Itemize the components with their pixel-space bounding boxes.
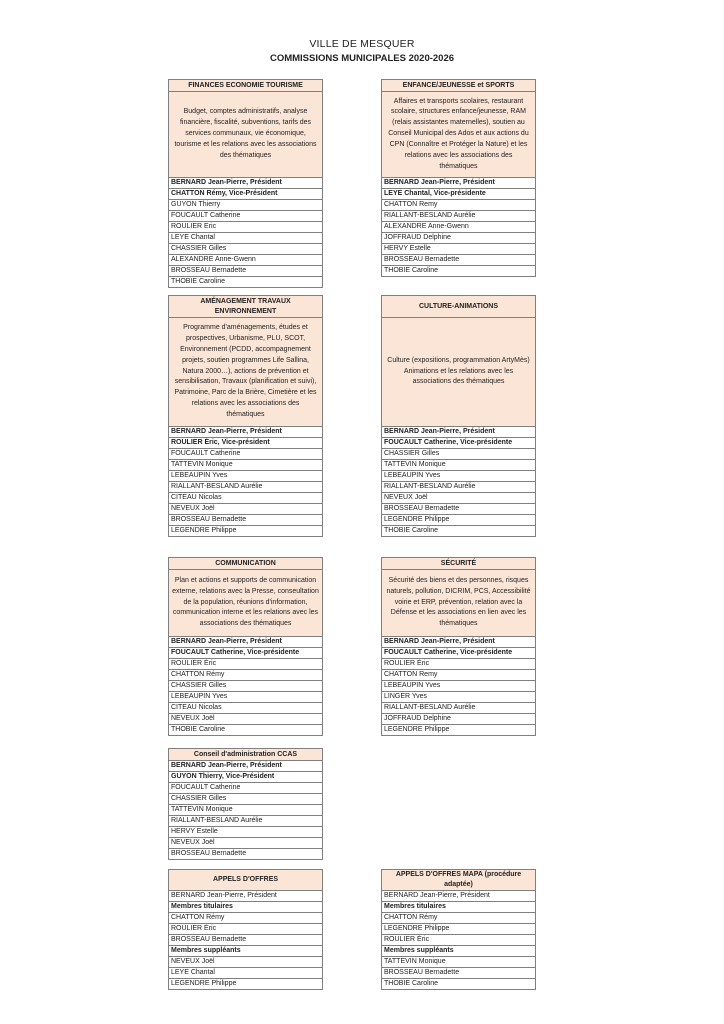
member-row: CHASSIER Gilles [169, 243, 322, 254]
member-row: TATTEVIN Monique [382, 459, 535, 470]
member-row: BERNARD Jean-Pierre, Président [171, 892, 277, 899]
member-row: Membres suppléants [382, 945, 535, 956]
member-row: LEBEAUPIN Yves [382, 470, 535, 481]
member-list [168, 761, 323, 860]
member-row: FOUCAULT Catherine [169, 210, 322, 221]
member-row: BERNARD Jean-Pierre, Président [171, 428, 282, 435]
commission-title: SÉCURITÉ [381, 557, 536, 570]
commission-finances [168, 79, 323, 288]
member-row: NEVEUX Joël [382, 492, 535, 503]
member-row: LEBEAUPIN Yves [169, 470, 322, 481]
commission-title: FINANCES ECONOMIE TOURISME [168, 79, 323, 92]
member-row: FOUCAULT Catherine, Vice-présidente [169, 647, 322, 658]
member-row: THOBIE Caroline [382, 525, 535, 536]
member-list [381, 637, 536, 736]
member-list [168, 891, 323, 990]
member-row: LEGENDRE Philippe [382, 514, 535, 525]
commission-title: APPELS D'OFFRES [168, 869, 323, 891]
member-row: CITEAU Nicolas [169, 492, 322, 503]
member-row: HERVY Estelle [169, 826, 322, 837]
commission-title: CULTURE-ANIMATIONS [381, 295, 536, 318]
member-row: BROSSEAU Bernadette [169, 514, 322, 525]
member-row: ALEXANDRE Anne-Gwenn [169, 254, 322, 265]
member-row: LINGER Yves [382, 691, 535, 702]
member-row: THOBIE Caroline [169, 276, 322, 287]
member-row: RIALLANT-BESLAND Aurélie [169, 481, 322, 492]
member-row: TATTEVIN Monique [169, 804, 322, 815]
commission-title: COMMUNICATION [168, 557, 323, 570]
member-row: FOUCAULT Catherine [169, 448, 322, 459]
commission-title: ENFANCE/JEUNESSE et SPORTS [381, 79, 536, 92]
member-row: ROULIER Eric [169, 221, 322, 232]
member-row: BROSSEAU Bernadette [382, 503, 535, 514]
commission-amenagement [168, 295, 323, 537]
member-row: CHASSIER Gilles [169, 680, 322, 691]
member-list [168, 178, 323, 288]
member-row: NEVEUX Joël [169, 713, 322, 724]
document-title: COMMISSIONS MUNICIPALES 2020-2026 [269, 53, 455, 64]
member-row: RIALLANT-BESLAND Aurélie [382, 702, 535, 713]
member-row: RIALLANT-BESLAND Aurélie [382, 481, 535, 492]
member-row: BROSSEAU Bernadette [382, 254, 535, 265]
member-row: BERNARD Jean-Pierre, Président [384, 892, 490, 899]
member-row: LEBEAUPIN Yves [169, 691, 322, 702]
member-row: CHATTON Rémy [169, 912, 322, 923]
member-row: Membres titulaires [169, 901, 322, 912]
member-row: FOUCAULT Catherine, Vice-présidente [382, 647, 535, 658]
member-row: THOBIE Caroline [169, 724, 322, 735]
member-row: BERNARD Jean-Pierre, Président [384, 428, 495, 435]
member-row: BROSSEAU Bernadette [169, 934, 322, 945]
member-row: BROSSEAU Bernadette [169, 848, 322, 859]
member-row: RIALLANT-BESLAND Aurélie [382, 210, 535, 221]
member-row: NEVEUX Joël [169, 837, 322, 848]
member-row: Membres titulaires [382, 901, 535, 912]
member-row: BERNARD Jean-Pierre, Président [384, 179, 495, 186]
member-list [168, 427, 323, 537]
commission-title: AMÉNAGEMENT TRAVAUX ENVIRONNEMENT [168, 295, 323, 318]
member-row: NEVEUX Joël [169, 956, 322, 967]
member-row: LEGENDRE Philippe [382, 724, 535, 735]
commission-description: Programme d'aménagements, études et prospectives, Urbanisme, PLU, SCOT, Environnement (PCDD, accompagnement projets, soutien programmes Life Sallina, Natura 2000…), actions de prévention et sensibilisation, Travaux (planification et suivi), Patrimoine, Parc de la Brière, Cimetière et les relations avec les associations des thématiques [168, 318, 323, 427]
member-row: BERNARD Jean-Pierre, Président [171, 638, 282, 645]
member-row: ROULIER Éric [169, 923, 322, 934]
member-row: LEYE Chantal, Vice-présidente [382, 188, 535, 199]
member-row: FOUCAULT Catherine [169, 782, 322, 793]
member-row: ROULIER Éric [382, 934, 535, 945]
member-row: ROULIER Éric, Vice-président [169, 437, 322, 448]
commission-securite [381, 557, 536, 736]
member-row: LEBEAUPIN Yves [382, 680, 535, 691]
member-row: BERNARD Jean-Pierre, Président [384, 638, 495, 645]
member-row: JOFFRAUD Delphine [382, 232, 535, 243]
commission-description: Culture (expositions, programmation ArtyMès) Animations et les relations avec les associations des thématiques [381, 318, 536, 427]
member-list [381, 427, 536, 537]
member-row: BERNARD Jean-Pierre, Président [171, 179, 282, 186]
member-row: CHASSIER Gilles [169, 793, 322, 804]
commission-title: Conseil d'administration CCAS [168, 748, 323, 761]
member-row: CITEAU Nicolas [169, 702, 322, 713]
member-row: ROULIER Éric [382, 658, 535, 669]
member-row: THOBIE Caroline [382, 265, 535, 276]
member-row: LEGENDRE Philippe [169, 978, 322, 989]
member-row: CHATTON Rémy [169, 669, 322, 680]
commission-title: APPELS D'OFFRES MAPA (procédure adaptée) [381, 869, 536, 891]
town-name: VILLE DE MESQUER [309, 38, 415, 50]
member-row: TATTEVIN Monique [169, 459, 322, 470]
member-row: BROSSEAU Bernadette [169, 265, 322, 276]
member-list [168, 637, 323, 736]
commission-culture-animations [381, 295, 536, 537]
member-row: JOFFRAUD Delphine [382, 713, 535, 724]
member-row: BROSSEAU Bernadette [382, 967, 535, 978]
member-row: CHATTON Rémy, Vice-Président [169, 188, 322, 199]
member-list [381, 891, 536, 990]
member-row: RIALLANT-BESLAND Aurélie [169, 815, 322, 826]
member-row: ROULIER Éric [169, 658, 322, 669]
member-row: NEVEUX Joël [169, 503, 322, 514]
commission-appels-offres-mapa [381, 869, 536, 990]
member-row: CHATTON Rémy [382, 912, 535, 923]
commission-appels-offres [168, 869, 323, 990]
member-row: Membres suppléants [169, 945, 322, 956]
commission-description: Affaires et transports scolaires, restaurant scolaire, structures enfance/jeunesse, RAM (relais assistantes maternelles), soutien au Conseil Municipal des Ados et aux actions du CPN (Connaître et Protéger la Nature) et les relations avec les associations des thématiques [381, 92, 536, 178]
member-row: CHASSIER Gilles [382, 448, 535, 459]
commission-description: Plan et actions et supports de communication externe, relations avec la Presse, conseultation de la population, réunions d'information, communication interne et les relations avec les associations des thématiques [168, 570, 323, 637]
member-row: ALEXANDRE Anne-Gwenn [382, 221, 535, 232]
member-row: LEGENDRE Philippe [169, 525, 322, 536]
member-row: LEYE Chantal [169, 967, 322, 978]
member-list [381, 178, 536, 277]
commission-enfance-jeunesse-sports [381, 79, 536, 277]
member-row: CHATTON Remy [382, 669, 535, 680]
member-row: LEGENDRE Philippe [382, 923, 535, 934]
commission-communication [168, 557, 323, 736]
member-row: FOUCAULT Catherine, Vice-présidente [382, 437, 535, 448]
member-row: THOBIE Caroline [382, 978, 535, 989]
member-row: GUYON Thierry [169, 199, 322, 210]
member-row: GUYON Thierry, Vice-Président [169, 771, 322, 782]
commission-description: Budget, comptes administratifs, analyse financière, fiscalité, subventions, tarifs des services communaux, vie économique, tourisme et les relations avec les associations des thématiques [168, 92, 323, 178]
member-row: LEYE Chantal [169, 232, 322, 243]
commission-ccas [168, 748, 323, 860]
member-row: CHATTON Remy [382, 199, 535, 210]
member-row: HERVY Estelle [382, 243, 535, 254]
commission-description: Sécurité des biens et des personnes, risques naturels, pollution, DICRIM, PCS, Accessibilité voirie et ERP, prévention, relation avec la Défense et les associations en lien avec les thématiques [381, 570, 536, 637]
member-row: TATTEVIN Monique [382, 956, 535, 967]
member-row: BERNARD Jean-Pierre, Président [171, 762, 282, 769]
